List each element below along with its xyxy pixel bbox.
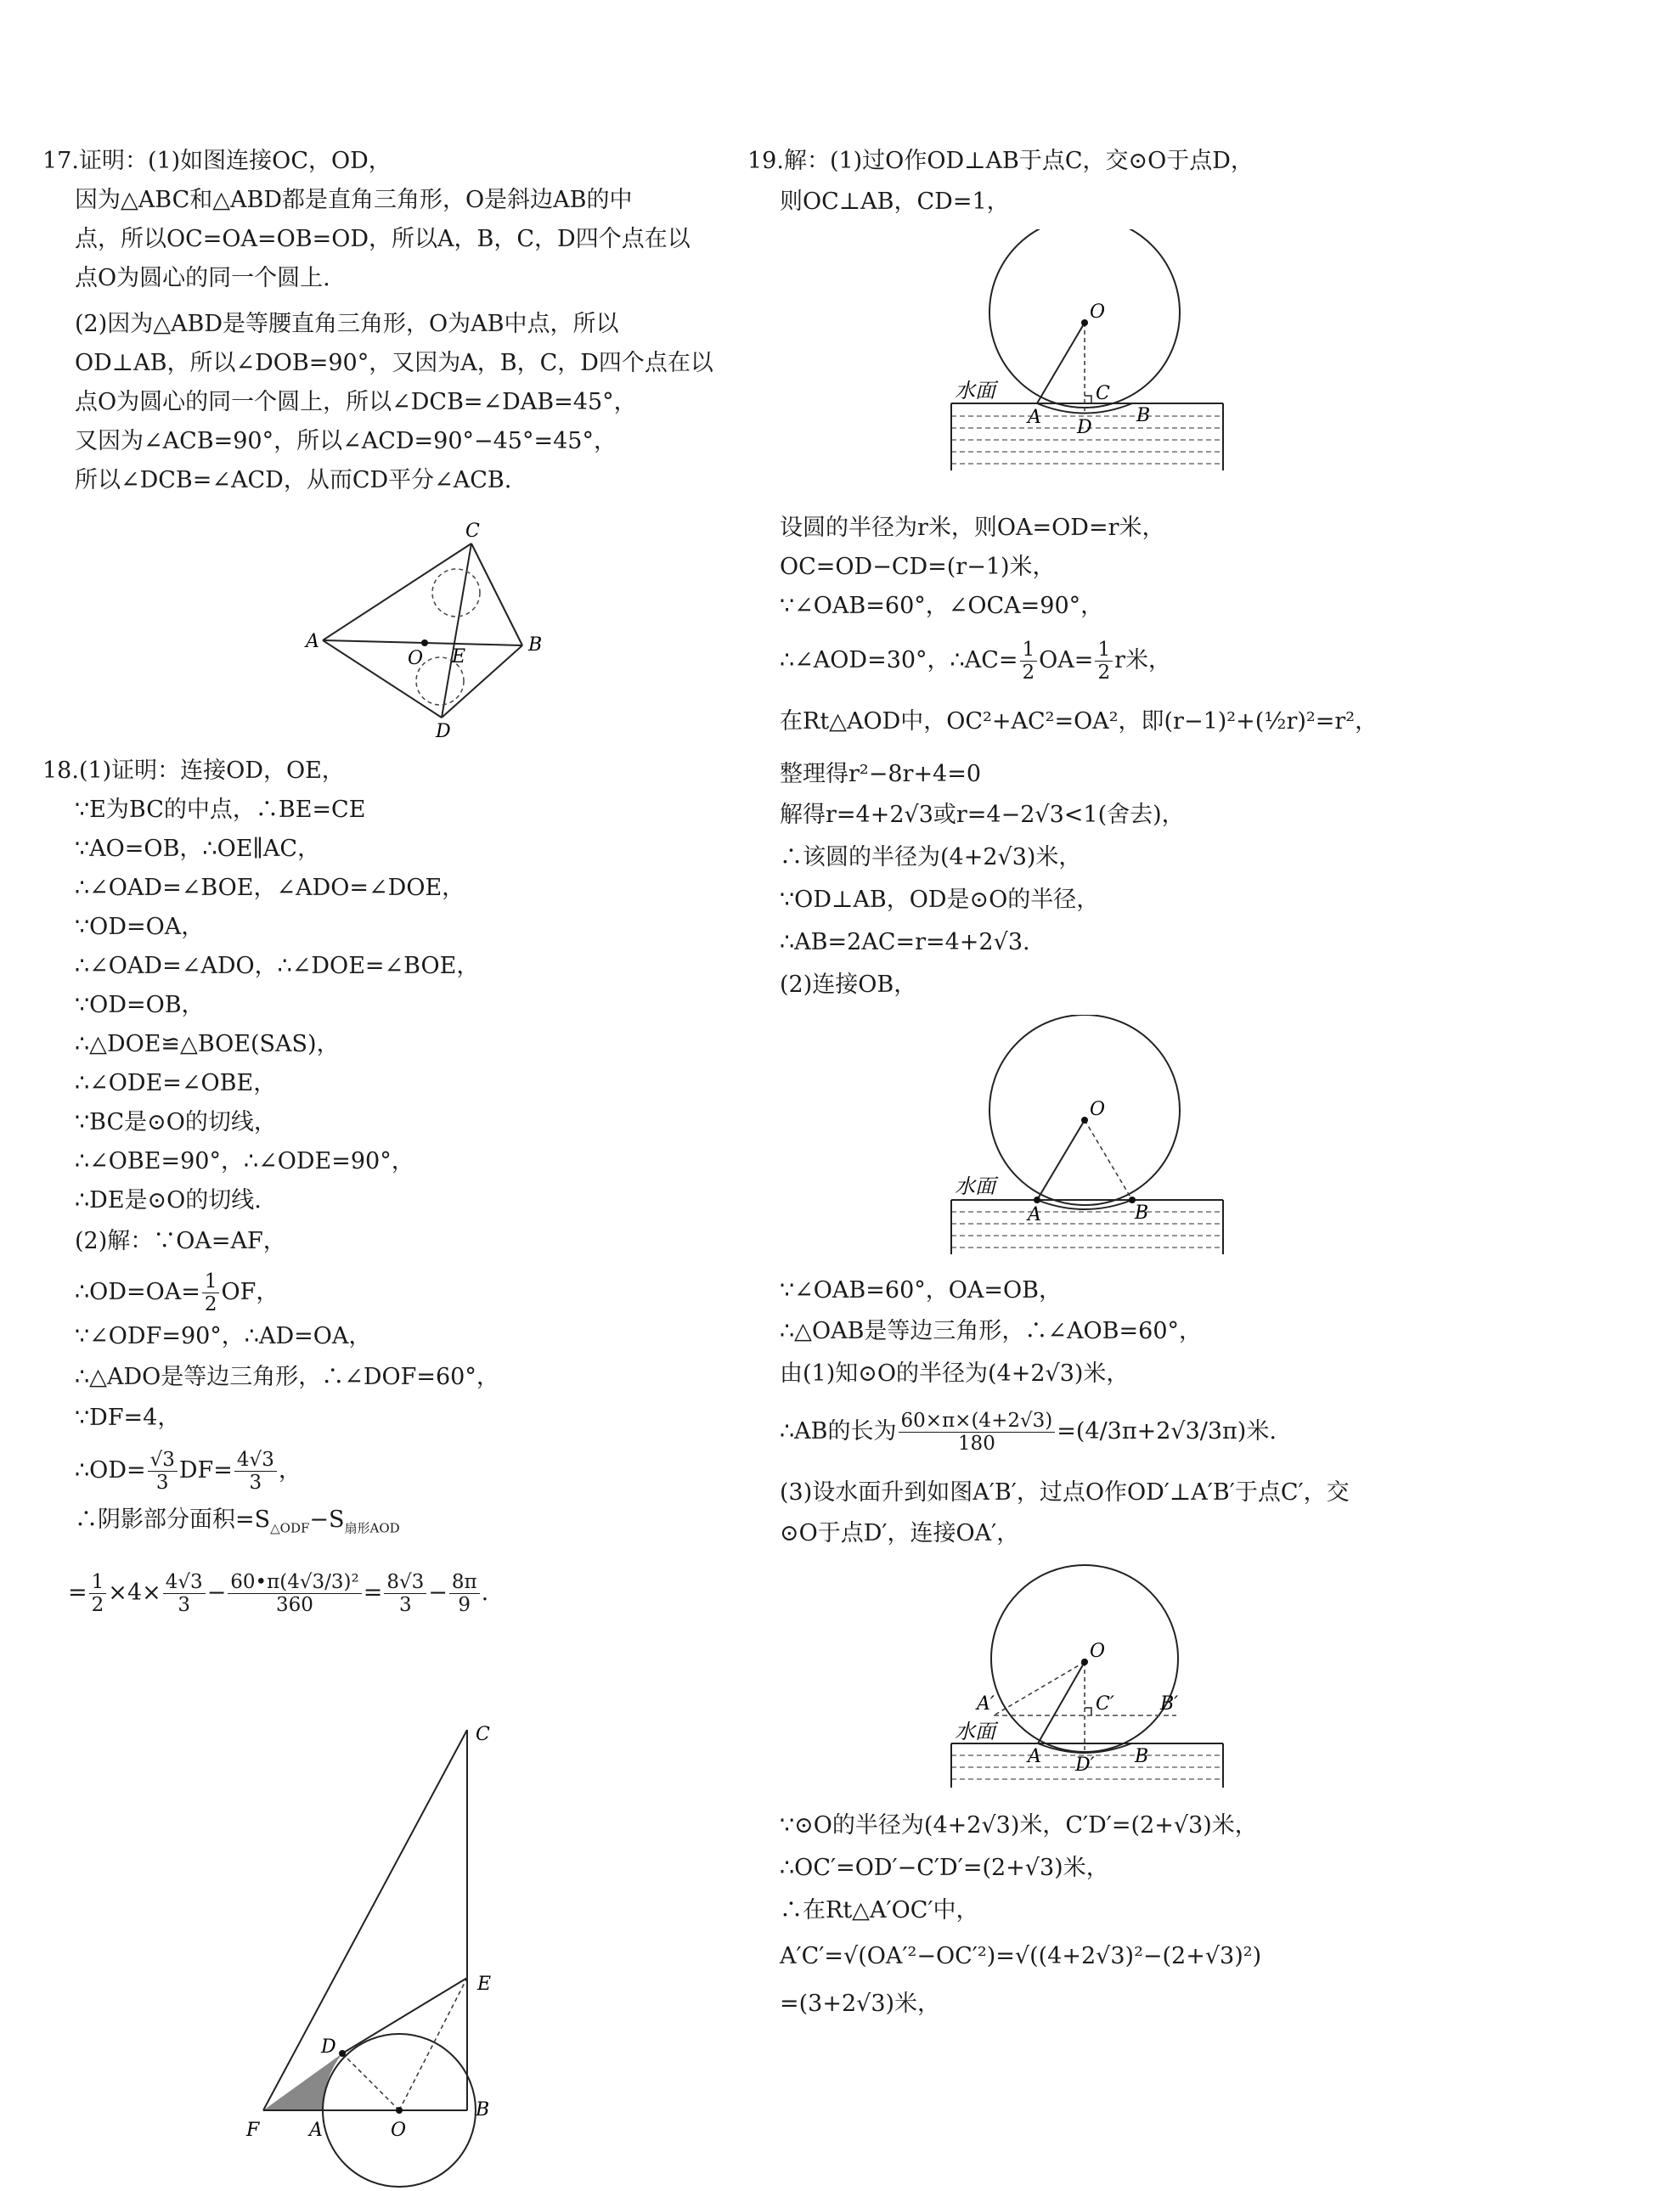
p18-l20-r1d: 3 (398, 1594, 412, 1616)
p18-line-12: ∴DE是⊙O的切线. (75, 1187, 262, 1214)
p19-figure-3 (943, 1558, 1232, 1796)
p18-fraction-half (202, 1270, 220, 1315)
p18-fraction-4sqrt3-3 (234, 1449, 277, 1494)
p19-fig3-label-b: B (1135, 1746, 1149, 1767)
p17-line-9: 所以∠DCB=∠ACD，从而CD平分∠ACB. (75, 467, 512, 493)
p19-line-23: A′C′=√(OA′²−OC′²)=√((4+2√3)²−(2+√3)²) (780, 1943, 1262, 1969)
p18-l20-sector-num: 60•π(4√3/3)² (228, 1571, 361, 1594)
p19-line-6 (780, 639, 1171, 684)
p19-line-16: 由(1)知⊙O的半径为(4+2√3)米， (780, 1360, 1130, 1387)
p19-line-10: ∴该圆的半径为(4+2√3)米， (780, 844, 1082, 870)
p19-fig2-label-o: O (1090, 1099, 1106, 1120)
p18-l20-end: . (481, 1580, 489, 1606)
p17-line-8: 又因为∠ACB=90°，所以∠ACD=90°−45°=45°， (75, 428, 617, 454)
p19-line-19: ⊙O于点D′，连接OA′， (780, 1520, 1020, 1546)
p18-line-20 (68, 1571, 488, 1616)
p19-line-7: 在Rt△AOD中，OC²+AC²=OA²，即(r−1)²+(½r)²=r²， (780, 708, 1378, 735)
p18-l20-pre: = (68, 1580, 87, 1606)
p18-l20-r2d: 9 (458, 1594, 471, 1616)
p18-tangent-figure (238, 1720, 561, 2191)
p17-line-3: 点，所以OC=OA=OB=OD，所以A，B，C，D四个点在以 (75, 226, 691, 252)
p18-l20-frac-8pi (449, 1571, 480, 1616)
p18-fig-label-f: F (246, 2120, 260, 2141)
p19-fig3-label-c-prime: C′ (1096, 1693, 1114, 1715)
p18-l20-frac-4sqrt3 (163, 1571, 206, 1616)
p18-fig-label-o: O (391, 2120, 407, 2141)
p17-fig-label-b: B (528, 634, 543, 656)
p18-line-11: ∴∠OBE=90°，∴∠ODE=90°， (75, 1148, 414, 1174)
p18-l20-mid: ×4× (108, 1580, 161, 1606)
p17-line-7: 点O为圆心的同一个圆上，所以∠DCB=∠DAB=45°， (75, 389, 637, 415)
p18-line-18-b: DF= (178, 1457, 233, 1484)
p18-line-16: ∴△ADO是等边三角形，∴∠DOF=60°， (75, 1364, 499, 1390)
p18-line-3: ∵AO=OB，∴OE∥AC， (75, 836, 321, 862)
p19-l17-r: (4/3π+2√3/3π)米. (1075, 1418, 1277, 1445)
p19-l6-frac-2 (1095, 639, 1113, 684)
p19-fig1-label-o: O (1090, 301, 1106, 323)
p19-l6-c: r米， (1114, 647, 1171, 673)
p19-line-13: (2)连接OB， (780, 972, 917, 998)
p18-l20-frac-sector (228, 1571, 361, 1616)
p18-line-8: ∴△DOE≌△BOE(SAS)， (75, 1031, 340, 1057)
p19-line-18: (3)设水面升到如图A′B′，过点O作OD′⊥A′B′于点C′，交 (780, 1479, 1350, 1506)
p18-l20-frac-half (89, 1571, 107, 1616)
p19-l17-a: ∴AB的长为 (780, 1418, 897, 1445)
p18-l18-den2: 3 (249, 1472, 262, 1494)
p19-fig1-water-label: 水面 (955, 379, 995, 403)
p18-fig-label-c: C (476, 1724, 490, 1745)
p19-l17-frac (899, 1410, 1056, 1455)
p19-l6-n: 1 (1020, 639, 1038, 662)
p18-l20-h-den: 2 (91, 1594, 104, 1616)
p18-l20-minus-2: − (428, 1580, 448, 1606)
p18-line-19-sub2: 扇形AOD (344, 1520, 400, 1536)
p19-line-9: 解得r=4+2√3或r=4−2√3<1(舍去)， (780, 802, 1185, 828)
p18-line-14-a: ∴OD=OA= (75, 1279, 200, 1305)
p19-l6-b: OA= (1039, 647, 1094, 673)
p18-line-19-a: ∴阴影部分面积=S (75, 1507, 271, 1533)
p18-l18-num2: 4√3 (234, 1449, 277, 1472)
p18-line-17: ∵DF=4， (75, 1405, 181, 1431)
p19-line-5: ∵∠OAB=60°，∠OCA=90°， (780, 593, 1104, 619)
p18-l20-frac-8sqrt3 (384, 1571, 426, 1616)
p17-line-6: OD⊥AB，所以∠DOB=90°，又因为A，B，C，D四个点在以 (75, 350, 713, 376)
p18-l18-num1: √3 (148, 1449, 178, 1472)
p18-frac-den: 2 (204, 1293, 217, 1315)
p19-fig1-label-c: C (1096, 383, 1110, 404)
p18-line-6: ∴∠OAD=∠ADO，∴∠DOE=∠BOE， (75, 953, 480, 979)
p19-line-4: OC=OD−CD=(r−1)米， (780, 554, 1056, 580)
p19-line-2: 则OC⊥AB，CD=1， (780, 189, 1010, 215)
p19-fig3-label-a-prime: A′ (977, 1693, 995, 1715)
p18-frac-num: 1 (202, 1270, 220, 1293)
p18-l18-den1: 3 (155, 1472, 169, 1494)
p19-line-1: 19.解：(1)过O作OD⊥AB于点C，交⊙O于点D， (747, 148, 1254, 174)
p18-line-4: ∴∠OAD=∠BOE，∠ADO=∠DOE， (75, 875, 465, 901)
p17-quadrilateral-figure (263, 518, 569, 739)
p17-fig-label-d: D (436, 721, 451, 739)
p19-line-3: 设圆的半径为r米，则OA=OD=r米， (780, 515, 1165, 541)
p18-l20-r2n: 8π (449, 1571, 480, 1594)
p18-line-9: ∴∠ODE=∠OBE， (75, 1070, 277, 1096)
p18-l20-eq: = (363, 1580, 383, 1606)
p17-fig-label-e: E (452, 646, 466, 667)
p17-line-2: 因为△ABC和△ABD都是直角三角形，O是斜边AB的中 (75, 187, 633, 213)
p19-fig3-label-a: A (1028, 1746, 1041, 1767)
p18-fig-label-d: D (321, 2036, 336, 2058)
p19-l6-n2: 1 (1095, 639, 1113, 662)
p18-l20-n1: 4√3 (163, 1571, 206, 1594)
p17-line-4: 点O为圆心的同一个圆上. (75, 265, 330, 291)
p19-line-21: ∴OC′=OD′−C′D′=(2+√3)米， (780, 1855, 1109, 1881)
p19-line-24: =(3+2√3)米， (780, 1991, 941, 2017)
p19-l6-frac-1 (1020, 639, 1038, 684)
p19-line-14: ∵∠OAB=60°，OA=OB， (780, 1277, 1062, 1304)
p18-line-5: ∵OD=OA， (75, 914, 205, 940)
p19-l6-a: ∴∠AOD=30°，∴AC= (780, 647, 1018, 673)
p19-fig3-label-b-prime: B′ (1160, 1693, 1179, 1715)
p19-l6-d2: 2 (1097, 662, 1111, 684)
p19-fig3-label-o: O (1090, 1641, 1106, 1662)
p19-l17-n: 60×π×(4+2√3) (899, 1410, 1056, 1433)
p18-line-19-sub1: △ODF (270, 1520, 310, 1536)
p17-fig-label-a: A (306, 631, 319, 652)
p19-fig2-label-b: B (1135, 1203, 1149, 1224)
p19-fig2-label-a: A (1028, 1204, 1041, 1225)
p17-fig-label-o: O (408, 648, 424, 669)
p19-line-17 (780, 1410, 1277, 1455)
p19-line-15: ∴△OAB是等边三角形，∴∠AOB=60°， (780, 1318, 1202, 1344)
p18-line-19-b: −S (309, 1507, 345, 1533)
p18-line-19 (75, 1503, 400, 1545)
p19-fig1-label-b: B (1136, 405, 1151, 426)
p18-line-18-c: ， (278, 1457, 302, 1484)
p18-l20-d1: 3 (178, 1594, 190, 1616)
p18-l20-r1n: 8√3 (384, 1571, 426, 1594)
p19-figure-2 (943, 1015, 1232, 1261)
p19-fig2-water-label: 水面 (955, 1174, 995, 1198)
p19-line-8: 整理得r²−8r+4=0 (780, 761, 982, 787)
p18-l20-minus: − (206, 1580, 227, 1606)
p18-line-15: ∵∠ODF=90°，∴AD=OA， (75, 1323, 372, 1349)
p18-line-1: 18.(1)证明：连接OD，OE， (42, 758, 345, 784)
p19-l6-d: 2 (1022, 662, 1035, 684)
p19-fig1-label-a: A (1028, 407, 1041, 428)
p18-line-14 (75, 1270, 279, 1315)
p18-fraction-sqrt3-3 (148, 1449, 178, 1494)
p18-fig-label-b: B (476, 2099, 490, 2121)
p18-line-18 (75, 1449, 302, 1494)
p18-fig-label-e: E (477, 1974, 492, 1995)
p19-line-11: ∵OD⊥AB，OD是⊙O的半径， (780, 887, 1100, 913)
p18-line-2: ∵E为BC的中点，∴BE=CE (75, 797, 366, 823)
p19-line-20: ∵⊙O的半径为(4+2√3)米，C′D′=(2+√3)米， (780, 1812, 1258, 1839)
p17-line-1: 17.证明：(1)如图连接OC，OD， (42, 148, 392, 174)
p19-l17-eq: = (1057, 1418, 1076, 1445)
p19-line-12: ∴AB=2AC=r=4+2√3. (780, 929, 1030, 955)
p19-line-22: ∴在Rt△A′OC′中， (780, 1897, 979, 1923)
p19-figure-1 (943, 229, 1232, 501)
p18-line-14-b: OF， (221, 1279, 279, 1305)
p18-line-13: (2)解：∵OA=AF， (75, 1228, 286, 1254)
p18-l20-sector-den: 360 (276, 1594, 313, 1616)
p17-line-5: (2)因为△ABD是等腰直角三角形，O为AB中点，所以 (75, 311, 619, 337)
p19-l17-d: 180 (957, 1433, 995, 1455)
p19-fig3-label-d-prime: D′ (1075, 1754, 1095, 1776)
p18-line-7: ∵OD=OB， (75, 992, 205, 1018)
p19-fig1-label-d: D (1077, 417, 1092, 438)
p17-fig-label-c: C (465, 521, 480, 542)
p18-line-10: ∵BC是⊙O的切线， (75, 1109, 277, 1135)
p18-line-18-a: ∴OD= (75, 1457, 146, 1484)
p18-fig-label-a: A (309, 2120, 323, 2141)
p19-fig3-water-label: 水面 (955, 1720, 995, 1743)
p18-l20-h-num: 1 (89, 1571, 107, 1594)
